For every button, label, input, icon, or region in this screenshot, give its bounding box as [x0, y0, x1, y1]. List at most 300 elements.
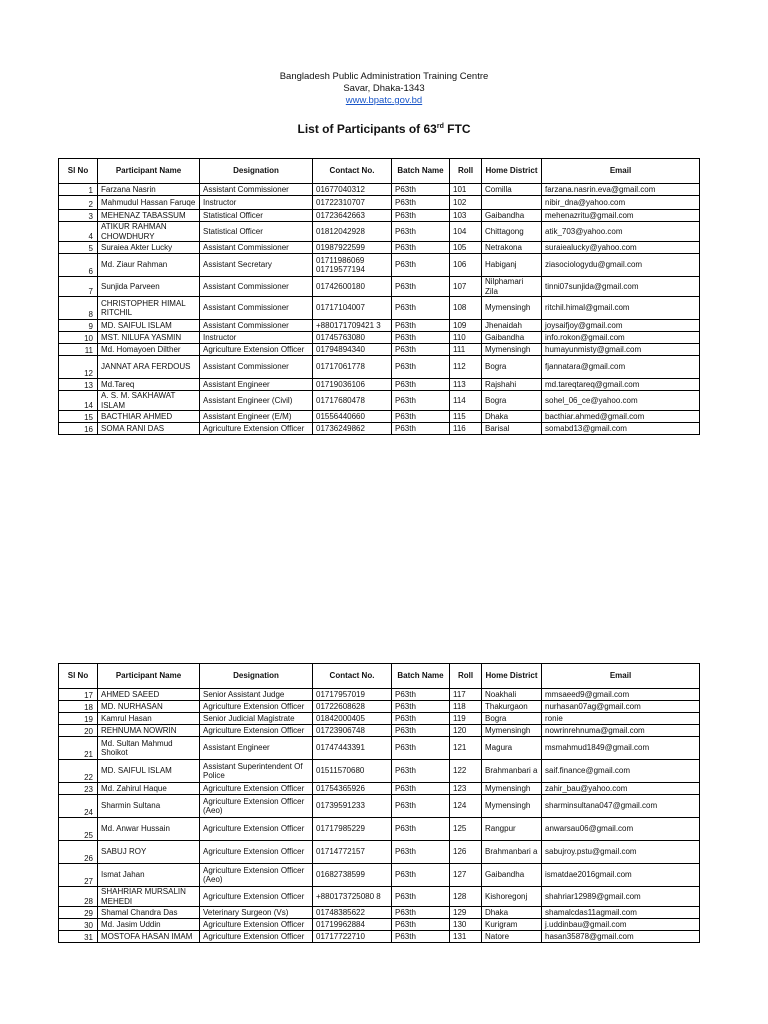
cell-contact-no: 01794894340 [313, 344, 392, 356]
cell-roll: 125 [450, 818, 482, 841]
cell-batch-name: P63th [392, 344, 450, 356]
cell-sl-no: 27 [59, 864, 98, 887]
cell-batch-name: P63th [392, 887, 450, 907]
cell-batch-name: P63th [392, 818, 450, 841]
cell-sl-no: 22 [59, 760, 98, 783]
cell-email: nibir_dna@yahoo.com [542, 196, 700, 210]
cell-contact-no: 01711986069 01719577194 [313, 254, 392, 277]
cell-home-district: Natore [482, 931, 542, 943]
cell-email: somabd13@gmail.com [542, 423, 700, 435]
cell-contact-no: 01717680478 [313, 391, 392, 411]
cell-roll: 124 [450, 795, 482, 818]
cell-batch-name: P63th [392, 242, 450, 254]
cell-contact-no: 01842000405 [313, 713, 392, 725]
cell-sl-no: 25 [59, 818, 98, 841]
cell-contact-no: 01714772157 [313, 841, 392, 864]
cell-home-district: Dhaka [482, 907, 542, 919]
cell-batch-name: P63th [392, 725, 450, 737]
cell-sl-no: 16 [59, 423, 98, 435]
cell-sl-no: 29 [59, 907, 98, 919]
column-header-email: Email [542, 664, 700, 689]
cell-participant-name: AHMED SAEED [98, 689, 200, 701]
cell-contact-no: 01682738599 [313, 864, 392, 887]
column-header-batch-name: Batch Name [392, 664, 450, 689]
cell-sl-no: 18 [59, 701, 98, 713]
cell-participant-name: Md. Jasim Uddin [98, 919, 200, 931]
cell-email: nurhasan07ag@gmail.com [542, 701, 700, 713]
cell-home-district: Comilla [482, 184, 542, 196]
table-row [59, 783, 700, 795]
table-row [59, 356, 700, 379]
cell-batch-name: P63th [392, 320, 450, 332]
cell-email: saif.finance@gmail.com [542, 760, 700, 783]
cell-batch-name: P63th [392, 919, 450, 931]
cell-designation: Senior Judicial Magistrate [200, 713, 313, 725]
column-header-email: Email [542, 159, 700, 184]
cell-sl-no: 26 [59, 841, 98, 864]
table-row [59, 737, 700, 760]
cell-designation: Assistant Commissioner [200, 297, 313, 320]
cell-designation: Instructor [200, 196, 313, 210]
cell-roll: 123 [450, 783, 482, 795]
cell-home-district: Dhaka [482, 411, 542, 423]
cell-participant-name: MD. SAIFUL ISLAM [98, 760, 200, 783]
cell-designation: Assistant Commissioner [200, 320, 313, 332]
cell-sl-no: 11 [59, 344, 98, 356]
cell-sl-no: 8 [59, 297, 98, 320]
table-row [59, 344, 700, 356]
cell-email: farzana.nasrin.eva@gmail.com [542, 184, 700, 196]
cell-home-district: Bogra [482, 391, 542, 411]
cell-roll: 127 [450, 864, 482, 887]
cell-email: nowrinrehnuma@gmail.com [542, 725, 700, 737]
table-row [59, 887, 700, 907]
cell-roll: 101 [450, 184, 482, 196]
cell-designation: Agriculture Extension Officer (Aeo) [200, 795, 313, 818]
cell-contact-no: 01736249862 [313, 423, 392, 435]
cell-home-district: Gaibandha [482, 210, 542, 222]
cell-participant-name: Md. Anwar Hussain [98, 818, 200, 841]
cell-contact-no: 01677040312 [313, 184, 392, 196]
cell-email: hasan35878@gmail.com [542, 931, 700, 943]
cell-batch-name: P63th [392, 701, 450, 713]
cell-contact-no: +880173725080 8 [313, 887, 392, 907]
cell-roll: 105 [450, 242, 482, 254]
cell-contact-no: 01717061778 [313, 356, 392, 379]
cell-home-district: Nilphamari Zila [482, 277, 542, 297]
cell-contact-no: 01748385622 [313, 907, 392, 919]
cell-home-district: Thakurgaon [482, 701, 542, 713]
cell-participant-name: Ismat Jahan [98, 864, 200, 887]
cell-contact-no: 01717104007 [313, 297, 392, 320]
cell-batch-name: P63th [392, 795, 450, 818]
cell-home-district: Kurigram [482, 919, 542, 931]
cell-email: ismatdae2016gmail.com [542, 864, 700, 887]
cell-contact-no: 01556440660 [313, 411, 392, 423]
table-row [59, 196, 700, 210]
cell-participant-name: Mahmudul Hassan Faruqe [98, 196, 200, 210]
cell-designation: Agriculture Extension Officer [200, 701, 313, 713]
cell-batch-name: P63th [392, 783, 450, 795]
cell-email: j.uddinbau@gmail.com [542, 919, 700, 931]
cell-home-district: Jhenaidah [482, 320, 542, 332]
cell-designation: Statistical Officer [200, 222, 313, 242]
org-address: Savar, Dhaka-1343 [343, 83, 425, 94]
cell-roll: 114 [450, 391, 482, 411]
cell-email: suraiealucky@yahoo.com [542, 242, 700, 254]
column-header-home-district: Home District [482, 664, 542, 689]
cell-email: sohel_06_ce@yahoo.com [542, 391, 700, 411]
cell-contact-no: 01723642663 [313, 210, 392, 222]
cell-designation: Agriculture Extension Officer [200, 919, 313, 931]
cell-home-district: Brahmanbari a [482, 841, 542, 864]
table-row [59, 222, 700, 242]
table-row [59, 818, 700, 841]
column-header-designation: Designation [200, 159, 313, 184]
column-header-participant-name: Participant Name [98, 159, 200, 184]
cell-email: sharminsultana047@gmail.com [542, 795, 700, 818]
cell-home-district: Mymensingh [482, 795, 542, 818]
cell-participant-name: Md. Homayoen Dilther [98, 344, 200, 356]
cell-home-district: Rajshahi [482, 379, 542, 391]
cell-participant-name: MST. NILUFA YASMIN [98, 332, 200, 344]
cell-batch-name: P63th [392, 760, 450, 783]
cell-sl-no: 14 [59, 391, 98, 411]
cell-email: md.tareqtareq@gmail.com [542, 379, 700, 391]
cell-participant-name: Farzana Nasrin [98, 184, 200, 196]
cell-participant-name: Md.Tareq [98, 379, 200, 391]
cell-designation: Agriculture Extension Officer [200, 783, 313, 795]
cell-participant-name: SOMA RANI DAS [98, 423, 200, 435]
cell-batch-name: P63th [392, 864, 450, 887]
cell-designation: Assistant Superintendent Of Police [200, 760, 313, 783]
cell-email: fjannatara@gmail.com [542, 356, 700, 379]
column-header-sl-no: Sl No [59, 159, 98, 184]
table-row [59, 931, 700, 943]
cell-contact-no: 01717957019 [313, 689, 392, 701]
table-row [59, 795, 700, 818]
table-row [59, 907, 700, 919]
cell-participant-name: A. S. M. SAKHAWAT ISLAM [98, 391, 200, 411]
cell-sl-no: 12 [59, 356, 98, 379]
cell-contact-no: 01812042928 [313, 222, 392, 242]
table-row [59, 864, 700, 887]
cell-designation: Assistant Engineer (Civil) [200, 391, 313, 411]
cell-contact-no: 01747443391 [313, 737, 392, 760]
table-row [59, 689, 700, 701]
cell-roll: 112 [450, 356, 482, 379]
cell-home-district: Noakhali [482, 689, 542, 701]
cell-contact-no: 01745763080 [313, 332, 392, 344]
cell-participant-name: Md. Zahirul Haque [98, 783, 200, 795]
cell-home-district [482, 196, 542, 210]
cell-designation: Senior Assistant Judge [200, 689, 313, 701]
cell-batch-name: P63th [392, 222, 450, 242]
website-line [0, 95, 768, 107]
cell-sl-no: 6 [59, 254, 98, 277]
cell-roll: 131 [450, 931, 482, 943]
cell-participant-name: Md. Sultan Mahmud Shoikot [98, 737, 200, 760]
cell-designation: Assistant Engineer (E/M) [200, 411, 313, 423]
cell-batch-name: P63th [392, 277, 450, 297]
cell-designation: Agriculture Extension Officer [200, 818, 313, 841]
cell-designation: Veterinary Surgeon (Vs) [200, 907, 313, 919]
cell-participant-name: REHNUMA NOWRIN [98, 725, 200, 737]
cell-batch-name: P63th [392, 841, 450, 864]
table-row [59, 423, 700, 435]
cell-participant-name: ATIKUR RAHMAN CHOWDHURY [98, 222, 200, 242]
table-header-row [59, 159, 700, 184]
cell-batch-name: P63th [392, 737, 450, 760]
cell-roll: 118 [450, 701, 482, 713]
cell-roll: 117 [450, 689, 482, 701]
cell-roll: 113 [450, 379, 482, 391]
cell-home-district: Mymensingh [482, 725, 542, 737]
cell-batch-name: P63th [392, 297, 450, 320]
cell-roll: 126 [450, 841, 482, 864]
cell-designation: Assistant Commissioner [200, 184, 313, 196]
cell-email: info.rokon@gmail.com [542, 332, 700, 344]
cell-contact-no: 01987922599 [313, 242, 392, 254]
column-header-contact-no: Contact No. [313, 159, 392, 184]
cell-batch-name: P63th [392, 356, 450, 379]
cell-participant-name: MEHENAZ TABASSUM [98, 210, 200, 222]
cell-contact-no: 01719962884 [313, 919, 392, 931]
column-header-roll: Roll [450, 664, 482, 689]
cell-sl-no: 30 [59, 919, 98, 931]
cell-email: anwarsau06@gmail.com [542, 818, 700, 841]
cell-sl-no: 13 [59, 379, 98, 391]
cell-roll: 116 [450, 423, 482, 435]
cell-participant-name: MD. SAIFUL ISLAM [98, 320, 200, 332]
table-row [59, 242, 700, 254]
cell-participant-name: Sharmin Sultana [98, 795, 200, 818]
cell-contact-no: 01722310707 [313, 196, 392, 210]
cell-designation: Agriculture Extension Officer [200, 344, 313, 356]
table-row [59, 210, 700, 222]
table-row [59, 919, 700, 931]
cell-home-district: Mymensingh [482, 297, 542, 320]
cell-contact-no: 01742600180 [313, 277, 392, 297]
cell-designation: Agriculture Extension Officer [200, 725, 313, 737]
cell-roll: 104 [450, 222, 482, 242]
cell-participant-name: MD. NURHASAN [98, 701, 200, 713]
cell-participant-name: MOSTOFA HASAN IMAM [98, 931, 200, 943]
cell-roll: 130 [450, 919, 482, 931]
cell-sl-no: 5 [59, 242, 98, 254]
cell-home-district: Barisal [482, 423, 542, 435]
cell-home-district: Netrakona [482, 242, 542, 254]
cell-batch-name: P63th [392, 411, 450, 423]
cell-batch-name: P63th [392, 713, 450, 725]
cell-sl-no: 2 [59, 196, 98, 210]
cell-home-district: Chittagong [482, 222, 542, 242]
cell-sl-no: 4 [59, 222, 98, 242]
cell-batch-name: P63th [392, 379, 450, 391]
cell-roll: 107 [450, 277, 482, 297]
cell-email: sabujroy.pstu@gmail.com [542, 841, 700, 864]
cell-designation: Statistical Officer [200, 210, 313, 222]
cell-participant-name: Shamal Chandra Das [98, 907, 200, 919]
table-row [59, 725, 700, 737]
cell-home-district: Habiganj [482, 254, 542, 277]
cell-email: msmahmud1849@gmail.com [542, 737, 700, 760]
cell-designation: Assistant Commissioner [200, 356, 313, 379]
cell-participant-name: Suraiea Akter Lucky [98, 242, 200, 254]
cell-sl-no: 10 [59, 332, 98, 344]
table-row [59, 277, 700, 297]
cell-roll: 110 [450, 332, 482, 344]
cell-designation: Agriculture Extension Officer [200, 841, 313, 864]
cell-roll: 102 [450, 196, 482, 210]
cell-sl-no: 3 [59, 210, 98, 222]
cell-participant-name: SABUJ ROY [98, 841, 200, 864]
cell-contact-no: +880171709421 3 [313, 320, 392, 332]
cell-home-district: Kishoregonj [482, 887, 542, 907]
cell-home-district: Gaibandha [482, 332, 542, 344]
cell-contact-no: 01511570680 [313, 760, 392, 783]
cell-roll: 129 [450, 907, 482, 919]
cell-designation: Assistant Engineer [200, 379, 313, 391]
cell-contact-no: 01754365926 [313, 783, 392, 795]
cell-roll: 128 [450, 887, 482, 907]
cell-batch-name: P63th [392, 196, 450, 210]
cell-batch-name: P63th [392, 391, 450, 411]
cell-batch-name: P63th [392, 210, 450, 222]
cell-designation: Agriculture Extension Officer [200, 931, 313, 943]
cell-designation: Assistant Engineer [200, 737, 313, 760]
cell-participant-name: Kamrul Hasan [98, 713, 200, 725]
cell-email: joysaifjoy@gmail.com [542, 320, 700, 332]
cell-sl-no: 7 [59, 277, 98, 297]
cell-batch-name: P63th [392, 907, 450, 919]
table-row [59, 297, 700, 320]
cell-batch-name: P63th [392, 184, 450, 196]
column-header-participant-name: Participant Name [98, 664, 200, 689]
cell-sl-no: 9 [59, 320, 98, 332]
cell-home-district: Brahmanbari a [482, 760, 542, 783]
cell-participant-name: Md. Ziaur Rahman [98, 254, 200, 277]
table-row [59, 701, 700, 713]
cell-email: bacthiar.ahmed@gmail.com [542, 411, 700, 423]
table-row [59, 332, 700, 344]
column-header-contact-no: Contact No. [313, 664, 392, 689]
cell-sl-no: 23 [59, 783, 98, 795]
org-name: Bangladesh Public Administration Training Centre [279, 71, 489, 82]
cell-sl-no: 15 [59, 411, 98, 423]
column-header-roll: Roll [450, 159, 482, 184]
table-row [59, 411, 700, 423]
cell-sl-no: 17 [59, 689, 98, 701]
cell-sl-no: 1 [59, 184, 98, 196]
cell-roll: 120 [450, 725, 482, 737]
cell-contact-no: 01719036106 [313, 379, 392, 391]
cell-contact-no: 01723906748 [313, 725, 392, 737]
cell-batch-name: P63th [392, 931, 450, 943]
cell-designation: Assistant Secretary [200, 254, 313, 277]
cell-email: tinni07sunjida@gmail.com [542, 277, 700, 297]
cell-participant-name: JANNAT ARA FERDOUS [98, 356, 200, 379]
cell-roll: 108 [450, 297, 482, 320]
cell-email: ronie [542, 713, 700, 725]
cell-home-district: Mymensingh [482, 783, 542, 795]
cell-home-district: Rangpur [482, 818, 542, 841]
table-row [59, 841, 700, 864]
table-header-row [59, 664, 700, 689]
cell-email: atik_703@yahoo.com [542, 222, 700, 242]
cell-email: shamalcdas11agmail.com [542, 907, 700, 919]
cell-participant-name: CHRISTOPHER HIMAL RITCHIL [98, 297, 200, 320]
cell-sl-no: 20 [59, 725, 98, 737]
cell-roll: 106 [450, 254, 482, 277]
page-title: List of Participants of 63rd FTC [297, 122, 471, 136]
cell-home-district: Bogra [482, 356, 542, 379]
cell-sl-no: 28 [59, 887, 98, 907]
cell-roll: 119 [450, 713, 482, 725]
cell-email: ritchil.himal@gmail.com [542, 297, 700, 320]
cell-roll: 121 [450, 737, 482, 760]
column-header-designation: Designation [200, 664, 313, 689]
column-header-batch-name: Batch Name [392, 159, 450, 184]
cell-batch-name: P63th [392, 254, 450, 277]
website-link[interactable]: www.bpatc.gov.bd [345, 95, 423, 106]
table-row [59, 184, 700, 196]
column-header-home-district: Home District [482, 159, 542, 184]
table-row [59, 379, 700, 391]
cell-participant-name: SHAHRIAR MURSALIN MEHEDI [98, 887, 200, 907]
cell-designation: Instructor [200, 332, 313, 344]
cell-roll: 115 [450, 411, 482, 423]
cell-designation: Agriculture Extension Officer (Aeo) [200, 864, 313, 887]
participants-table-2 [58, 663, 700, 943]
cell-contact-no: 01739591233 [313, 795, 392, 818]
cell-roll: 109 [450, 320, 482, 332]
cell-home-district: Gaibandha [482, 864, 542, 887]
table-row [59, 391, 700, 411]
cell-batch-name: P63th [392, 689, 450, 701]
cell-email: shahriar12989@gmail.com [542, 887, 700, 907]
cell-contact-no: 01717985229 [313, 818, 392, 841]
cell-home-district: Magura [482, 737, 542, 760]
cell-email: humayunmisty@gmail.com [542, 344, 700, 356]
cell-participant-name: Sunjida Parveen [98, 277, 200, 297]
table-row [59, 760, 700, 783]
participants-table-1 [58, 158, 700, 435]
cell-roll: 122 [450, 760, 482, 783]
cell-email: zahir_bau@yahoo.com [542, 783, 700, 795]
cell-home-district: Mymensingh [482, 344, 542, 356]
table-row [59, 254, 700, 277]
cell-sl-no: 19 [59, 713, 98, 725]
cell-contact-no: 01717722710 [313, 931, 392, 943]
cell-sl-no: 24 [59, 795, 98, 818]
cell-email: ziasociologydu@gmail.com [542, 254, 700, 277]
cell-roll: 103 [450, 210, 482, 222]
cell-designation: Agriculture Extension Officer [200, 887, 313, 907]
cell-batch-name: P63th [392, 332, 450, 344]
cell-sl-no: 21 [59, 737, 98, 760]
table-row [59, 320, 700, 332]
cell-email: mmsaeed9@gmail.com [542, 689, 700, 701]
table-row [59, 713, 700, 725]
cell-participant-name: BACTHIAR AHMED [98, 411, 200, 423]
cell-email: mehenazritu@gmail.com [542, 210, 700, 222]
cell-home-district: Bogra [482, 713, 542, 725]
cell-batch-name: P63th [392, 423, 450, 435]
column-header-sl-no: Sl No [59, 664, 98, 689]
cell-designation: Agriculture Extension Officer [200, 423, 313, 435]
cell-designation: Assistant Commissioner [200, 277, 313, 297]
